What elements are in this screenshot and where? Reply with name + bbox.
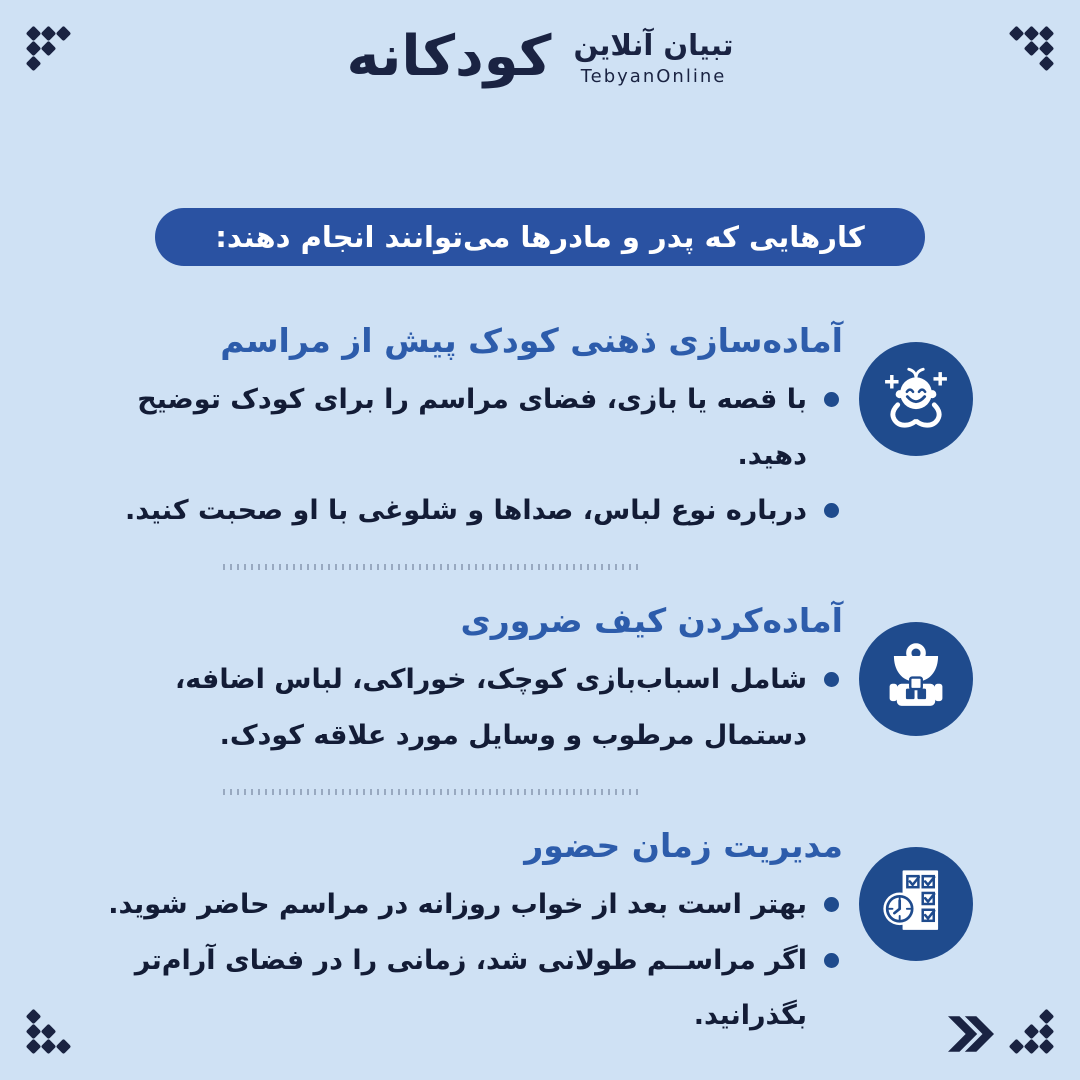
section-text <box>102 318 843 538</box>
section-title: آماده‌کردن کیف ضروری <box>460 601 843 641</box>
diamond-dot <box>1039 1009 1055 1025</box>
bullet-text: با قصه یا بازی، فضای مراسم را برای کودک توضیح دهید. <box>137 384 807 471</box>
diamond-dot <box>26 1024 42 1040</box>
bullet-item <box>102 933 843 1044</box>
section-essential-bag <box>102 598 973 763</box>
clock-checklist-icon <box>868 856 964 952</box>
diamond-dot <box>41 1024 57 1040</box>
diamond-dot <box>56 1039 72 1055</box>
diamond-dot <box>1024 1024 1040 1040</box>
tebyan-english-label: TebyanOnline <box>580 65 727 87</box>
diamond-dot <box>41 1039 57 1055</box>
diamond-dot <box>26 1039 42 1055</box>
section-icon-circle <box>859 847 973 961</box>
content-area <box>102 318 973 1043</box>
section-text <box>102 823 843 1043</box>
bullet-text: شامل اسباب‌بازی کوچک، خوراکی، لباس اضافه، دستمال مرطوب و وسایل مورد علاقه کودک. <box>175 664 807 751</box>
bullet-text: اگر مراســم طولانی شد، زمانی را در فضای آرام‌تر بگذرانید. <box>134 944 807 1031</box>
bullet-dot <box>824 953 839 968</box>
bullet-dot <box>824 392 839 407</box>
bullet-dot <box>824 672 839 687</box>
section-mental-preparation <box>102 318 973 538</box>
bullet-item <box>102 877 843 932</box>
bullet-item <box>102 372 843 483</box>
tebyan-logo <box>573 27 733 86</box>
diamond-dot <box>26 1009 42 1025</box>
section-icon-circle <box>859 342 973 456</box>
koodakaneh-wordmark: کودکانه <box>346 24 552 89</box>
bullet-item <box>102 483 843 538</box>
dotted-divider <box>223 564 643 570</box>
section-title: آماده‌سازی ذهنی کودک پیش از مراسم <box>220 321 843 360</box>
section-icon-circle <box>859 622 973 736</box>
corner-ornament-bottom-right <box>1009 1009 1054 1054</box>
bullet-item <box>102 652 843 763</box>
section-time-management <box>102 823 973 1043</box>
corner-ornament-bottom-left <box>26 1009 71 1054</box>
diamond-dot <box>1039 1039 1055 1055</box>
section-text <box>102 598 843 763</box>
diamond-dot <box>1024 1039 1040 1055</box>
backpack-icon <box>868 631 964 727</box>
dotted-divider <box>223 789 643 795</box>
diamond-dot <box>1009 1039 1025 1055</box>
diamond-dot <box>1039 1024 1055 1040</box>
double-chevron-right-icon <box>948 1016 994 1052</box>
section-title: مدیریت زمان حضور <box>524 826 843 866</box>
bullet-text: بهتر است بعد از خواب روزانه در مراسم حاضر شوید. <box>108 889 807 921</box>
child-in-hands-icon <box>868 351 964 447</box>
title-banner: کارهایی که پدر و مادرها می‌توانند انجام دهند: <box>155 208 925 266</box>
tebyan-persian-label: تبیان آنلاین <box>573 28 734 63</box>
header-logo <box>0 22 1080 92</box>
bullet-text: درباره نوع لباس، صداها و شلوغی با او صحبت کنید. <box>125 494 807 526</box>
bullet-dot <box>824 503 839 518</box>
bullet-dot <box>824 897 839 912</box>
